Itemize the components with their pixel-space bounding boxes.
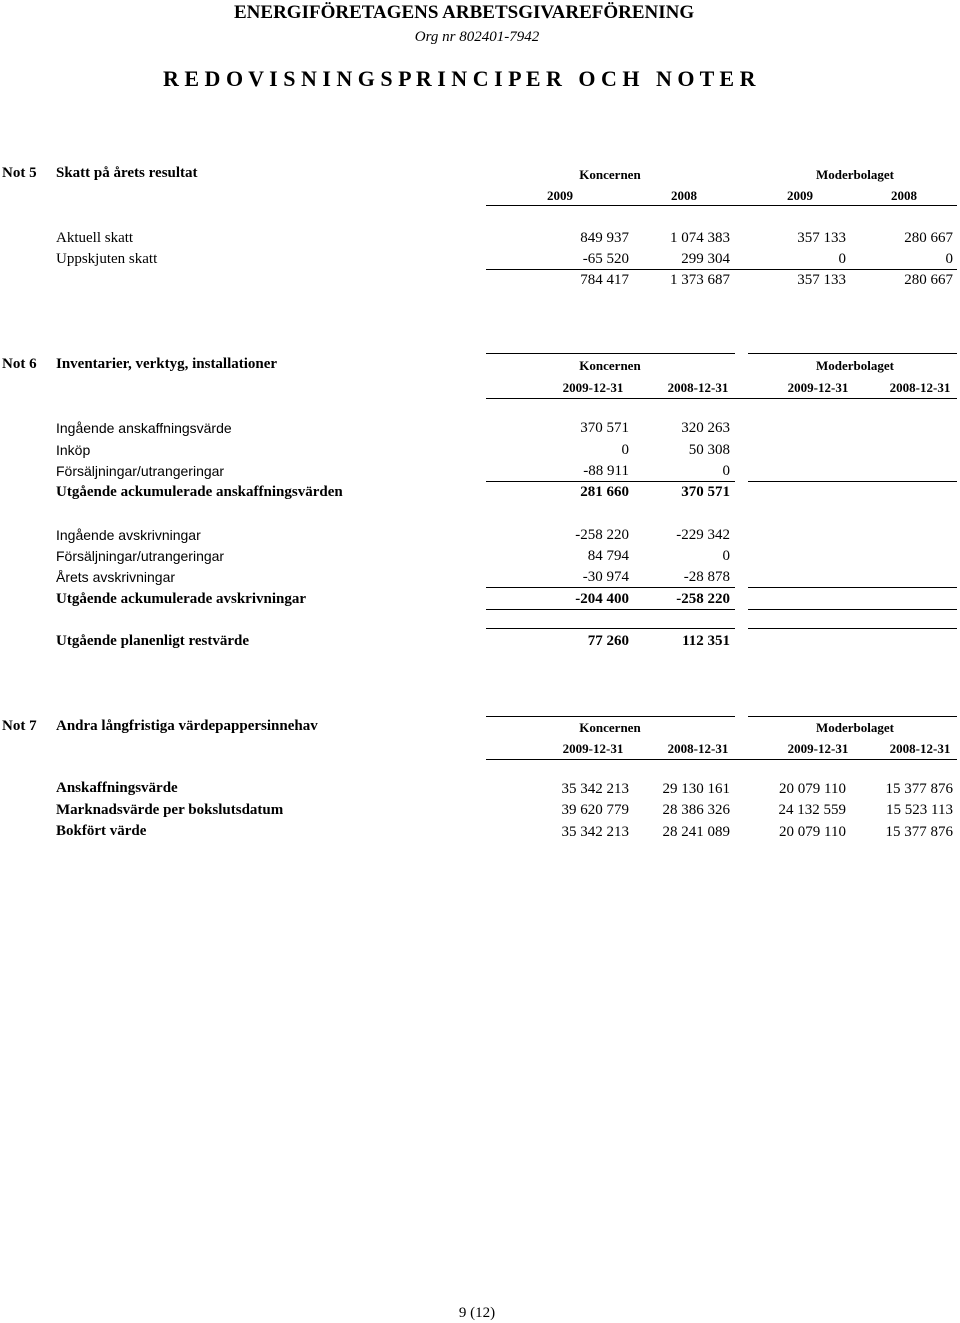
value-cell: 28 241 089 [662,824,730,840]
group-rule-koncernen [486,353,735,354]
column-header: 2009 [547,188,573,203]
row-label: Uppskjuten skatt [56,251,158,267]
column-header: 2009-12-31 [787,380,849,395]
sum-rule [748,481,957,482]
section-title: R E D O V I S N I N G S P R I N C I P E R O C H N O T E R [163,66,756,91]
column-header: 2009-12-31 [787,741,849,756]
column-header: 2008-12-31 [889,380,951,395]
header-rule [486,759,957,760]
value-cell: 35 342 213 [561,781,629,797]
value-cell: -204 400 [575,591,629,607]
sum-rule [486,269,957,270]
note-title: Skatt på årets resultat [56,165,198,181]
value-cell: 1 373 687 [670,272,730,288]
value-cell: 849 937 [580,230,629,246]
row-label: Inköp [56,442,91,458]
value-cell: 24 132 559 [778,802,846,818]
note-label: Not 5 [2,165,37,181]
row-label: Aktuell skatt [56,230,134,246]
value-cell: 29 130 161 [662,781,730,797]
group-header-moderbolaget: Moderbolaget [816,358,894,373]
sum-rule [486,481,735,482]
value-cell: -258 220 [575,527,629,543]
value-cell: 357 133 [797,230,846,246]
value-cell: -28 878 [683,569,730,585]
value-cell: 39 620 779 [561,802,629,818]
value-cell: 357 133 [797,272,846,288]
column-header: 2008 [671,188,697,203]
note-label: Not 7 [2,718,37,734]
column-header: 2008-12-31 [889,741,951,756]
value-cell: 1 074 383 [670,230,730,246]
note-title: Andra långfristiga värdepappersinnehav [56,718,318,734]
value-cell: 280 667 [904,230,953,246]
group-header-moderbolaget: Moderbolaget [816,167,894,182]
value-cell: 281 660 [580,484,629,500]
sum-rule [486,587,735,588]
value-cell: 0 [722,548,730,564]
value-cell: -65 520 [582,251,629,267]
page-number: 9 (12) [458,1305,496,1321]
value-cell: 20 079 110 [779,781,846,797]
value-cell: 15 377 876 [885,824,953,840]
value-cell: -88 911 [583,463,629,479]
value-cell: 370 571 [580,420,629,436]
value-cell: 112 351 [682,633,730,649]
group-rule-moderbolaget [748,353,957,354]
column-header: 2008-12-31 [667,380,729,395]
column-header: 2008 [891,188,917,203]
row-label: Anskaffningsvärde [56,780,178,796]
row-label: Bokfört värde [56,823,147,839]
value-cell: 35 342 213 [561,824,629,840]
double-rule [748,628,957,629]
value-cell: 370 571 [681,484,730,500]
row-label: Försäljningar/utrangeringar [56,548,225,564]
group-header-koncernen: Koncernen [579,358,641,373]
group-header-koncernen: Koncernen [579,167,641,182]
group-header-moderbolaget: Moderbolaget [816,720,894,735]
row-label: Årets avskrivningar [56,569,176,585]
group-rule-moderbolaget [748,716,957,717]
value-cell: -30 974 [582,569,629,585]
group-rule-koncernen [486,716,735,717]
sum-rule [748,587,957,588]
column-header: 2009-12-31 [562,741,624,756]
value-cell: 299 304 [681,251,730,267]
value-cell: 15 377 876 [885,781,953,797]
value-cell: 784 417 [580,272,629,288]
value-cell: 20 079 110 [779,824,846,840]
value-cell: 280 667 [904,272,953,288]
column-header: 2009 [787,188,813,203]
value-cell: 0 [838,251,846,267]
sum-rule [486,609,735,610]
column-header: 2008-12-31 [667,741,729,756]
value-cell: -258 220 [676,591,730,607]
value-cell: 15 523 113 [886,802,953,818]
note-title: Inventarier, verktyg, installationer [56,356,278,372]
header-rule [486,398,957,399]
value-cell: 320 263 [681,420,730,436]
row-label: Utgående ackumulerade avskrivningar [56,591,307,607]
value-cell: 0 [621,442,629,458]
double-rule [486,628,735,629]
value-cell: 84 794 [587,548,629,564]
value-cell: 50 308 [688,442,730,458]
row-label: Marknadsvärde per bokslutsdatum [56,802,284,818]
org-number-text: Org nr 802401-7942 [414,29,540,45]
org-name: ENERGIFÖRETAGENS ARBETSGIVAREFÖRENING [234,2,695,23]
row-label: Ingående avskrivningar [56,527,201,543]
row-label: Utgående ackumulerade anskaffningsvärden [56,484,343,500]
sum-rule [748,609,957,610]
group-header-koncernen: Koncernen [579,720,641,735]
value-cell: 0 [945,251,953,267]
value-cell: 0 [722,463,730,479]
row-label: Ingående anskaffningsvärde [56,420,232,436]
value-cell: 28 386 326 [662,802,730,818]
value-cell: 77 260 [587,633,629,649]
value-cell: -229 342 [676,527,730,543]
row-label: Försäljningar/utrangeringar [56,463,225,479]
row-label: Utgående planenligt restvärde [56,633,250,649]
header-rule [486,205,957,206]
column-header: 2009-12-31 [562,380,624,395]
note-label: Not 6 [2,356,37,372]
